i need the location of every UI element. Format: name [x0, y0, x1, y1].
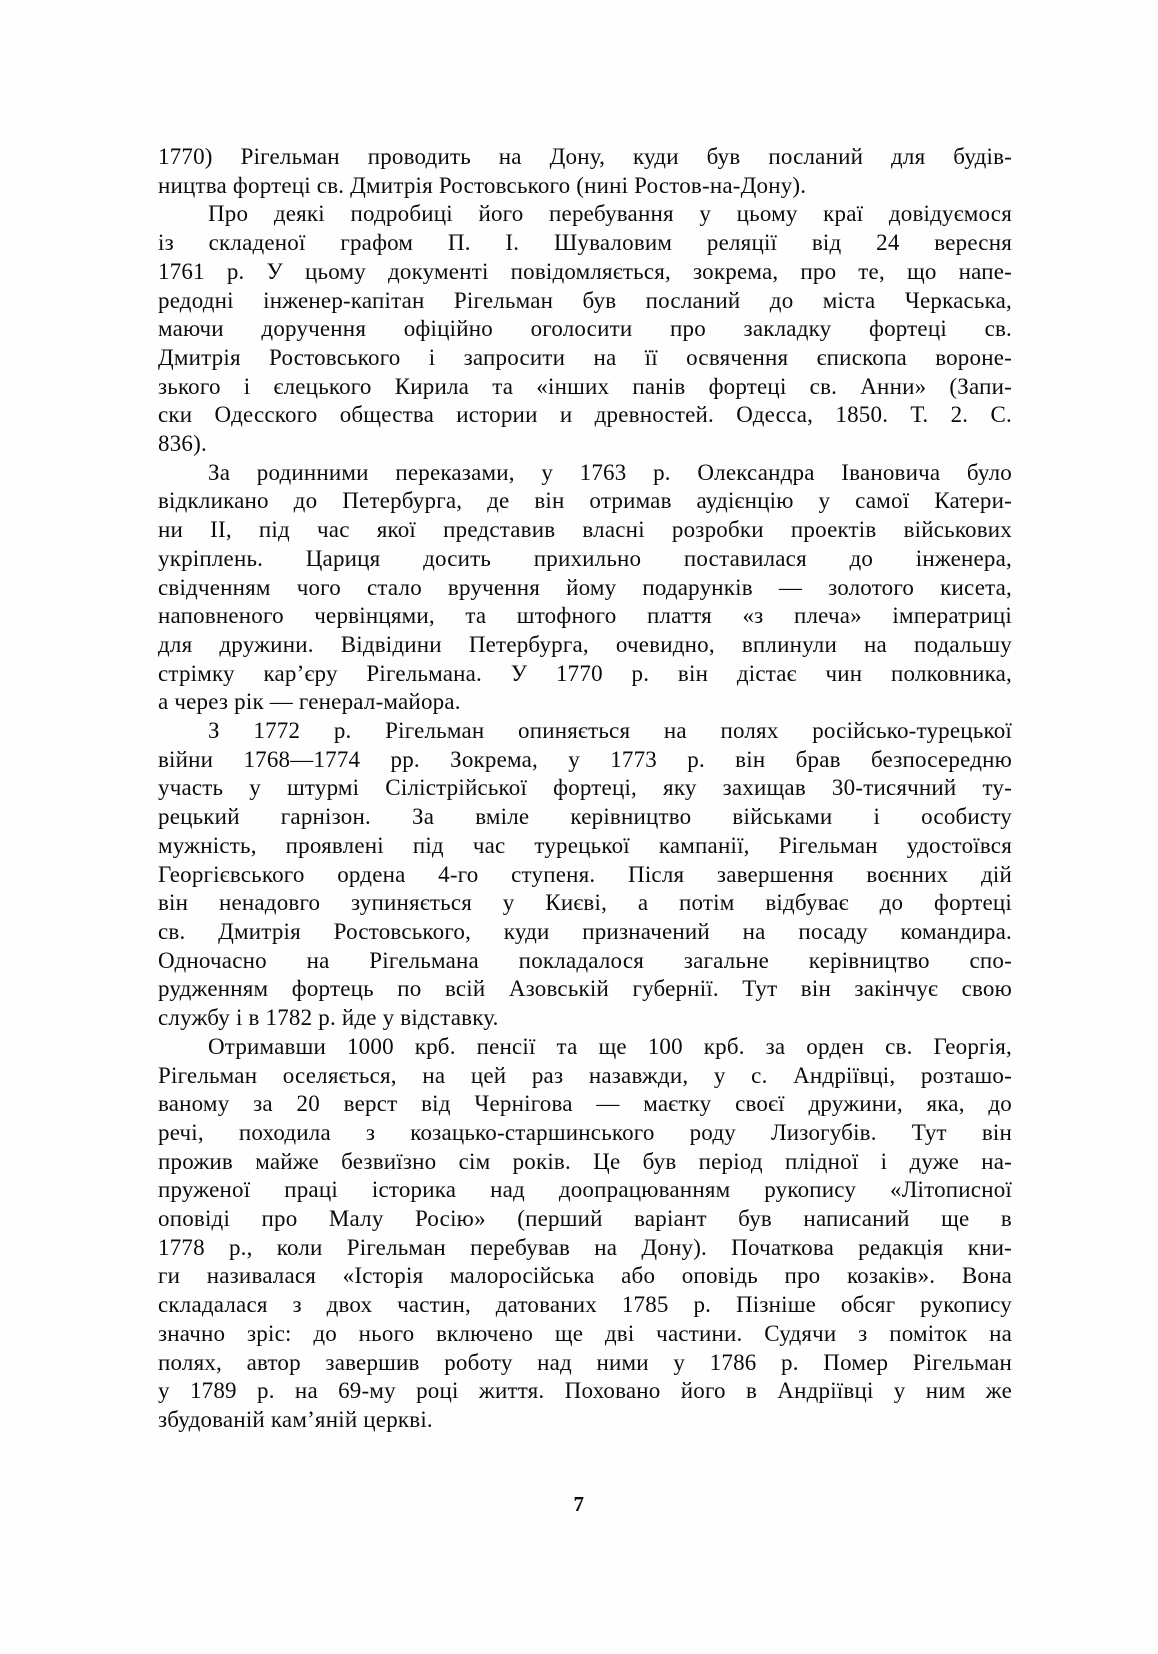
text-line: збудованій кам’яній церкві.: [158, 1406, 433, 1432]
page-number: 7: [573, 1492, 585, 1516]
text-line: стрімку кар’єру Рігельмана. У 1770 р. він дістає чин полковника,: [158, 660, 1012, 686]
text-line: маючи доручення офіційно оголосити про закладку фортеці св.: [158, 316, 1012, 342]
text-line: війни 1768—1774 рр. Зокрема, у 1773 р. він брав безпосередню: [158, 746, 1012, 772]
text-line: св. Дмитрія Ростовського, куди призначений на посаду командира.: [158, 918, 1012, 944]
paragraph: [158, 143, 1012, 200]
text-line: речі, походила з козацько-старшинського роду Лизогубів. Тут він: [158, 1119, 1012, 1145]
text-line: 836).: [158, 431, 207, 457]
text-line: редодні інженер-капітан Рігельман був посланий до міста Черкаська,: [158, 287, 1012, 313]
text-line: участь у штурмі Сілістрійської фортеці, яку захищав 30-тисячний ту-: [158, 775, 1012, 801]
text-line: службу і в 1782 р. йде у відставку.: [158, 1005, 499, 1031]
text-line: Отримавши 1000 крб. пенсії та ще 100 крб. за орден св. Георгія,: [208, 1033, 1012, 1059]
text-line: ництва фортеці св. Дмитрія Ростовського (нині Ростов-на-Дону).: [158, 172, 807, 198]
text-line: 1761 р. У цьому документі повідомляється, зокрема, про те, що напе-: [158, 258, 1012, 284]
text-line: мужність, проявлені під час турецької кампанії, Рігельман удостоївся: [158, 832, 1012, 858]
text-line: зького і єлецького Кирила та «інших панів фортеці св. Анни» (Запи-: [158, 373, 1012, 399]
paragraph: [158, 200, 1012, 458]
text-line: свідченням чого стало вручення йому подарунків — золотого кисета,: [158, 574, 1012, 600]
text-line: значно зріс: до нього включено ще дві частини. Судячи з поміток на: [158, 1320, 1012, 1346]
text-line: рудженням фортець по всій Азовській губернії. Тут він закінчує свою: [158, 976, 1012, 1002]
text-line: для дружини. Відвідини Петербурга, очевидно, вплинули на подальшу: [158, 631, 1012, 657]
text-line: відкликано до Петербурга, де він отримав аудієнцію у самої Катери-: [158, 488, 1012, 514]
text-line: Про деякі подробиці його перебування у цьому краї довідуємося: [208, 201, 1012, 227]
text-line: За родинними переказами, у 1763 р. Олександра Івановича було: [208, 459, 1012, 485]
text-line: Георгієвського ордена 4-го ступеня. Після завершення воєнних дій: [158, 861, 1012, 887]
text-line: пруженої праці історика над доопрацюванням рукопису «Літописної: [158, 1177, 1012, 1203]
text-line: оповіді про Малу Росію» (перший варіант був написаний ще в: [158, 1206, 1012, 1232]
text-line: наповненого червінцями, та штофного плаття «з плеча» імператриці: [158, 603, 1012, 629]
text-line: Рігельман оселяється, на цей раз назавжди, у с. Андріївці, розташо-: [158, 1062, 1012, 1088]
text-line: рецький гарнізон. За вміле керівництво військами і особисту: [158, 804, 1012, 830]
text-line: ваному за 20 верст від Чернігова — маєтку своєї дружини, яка, до: [158, 1091, 1012, 1117]
text-line: Дмитрія Ростовського і запросити на її освячення єпископа вороне-: [158, 344, 1012, 370]
body-text-block: [158, 143, 1012, 1435]
text-line: складалася з двох частин, датованих 1785 р. Пізніше обсяг рукопису: [158, 1292, 1012, 1318]
paragraph: [158, 459, 1012, 717]
text-line: ни II, під час якої представив власні розробки проектів військових: [158, 517, 1012, 543]
text-line: ски Одесского общества истории и древностей. Одесса, 1850. Т. 2. С.: [158, 402, 1012, 428]
text-line: Одночасно на Рігельмана покладалося загальне керівництво спо-: [158, 947, 1012, 973]
text-line: укріплень. Цариця досить прихильно поставилася до інженера,: [158, 545, 1012, 571]
text-line: полях, автор завершив роботу над ними у 1786 р. Помер Рігельман: [158, 1349, 1012, 1375]
text-line: 1770) Рігельман проводить на Дону, куди був посланий для будів-: [158, 144, 1012, 169]
text-line: З 1772 р. Рігельман опиняється на полях російсько-турецької: [208, 718, 1012, 744]
text-line: із складеної графом П. І. Шуваловим реляції від 24 вересня: [158, 230, 1012, 256]
text-line: а через рік — генерал-майора.: [158, 689, 461, 715]
paragraph: [158, 717, 1012, 1033]
text-line: прожив майже безвиїзно сім років. Це був період плідної і дуже на-: [158, 1148, 1012, 1174]
text-line: у 1789 р. на 69-му році життя. Поховано його в Андріївці у ним же: [158, 1378, 1012, 1404]
text-line: він ненадовго зупиняється у Києві, а потім відбуває до фортеці: [158, 890, 1012, 916]
text-line: ги називалася «Історія малоросійська або оповідь про козаків». Вона: [158, 1263, 1012, 1289]
paragraph: [158, 1033, 1012, 1435]
text-line: 1778 р., коли Рігельман перебував на Дону). Початкова редакція кни-: [158, 1234, 1012, 1260]
